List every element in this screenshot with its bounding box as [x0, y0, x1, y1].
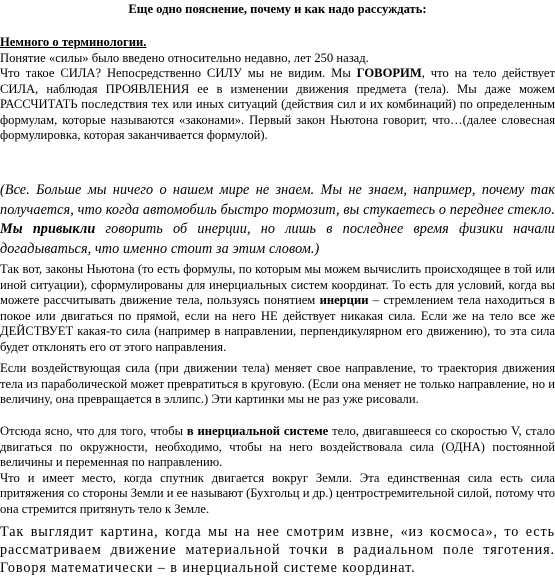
newton-laws-text-end: – стремлением тела находиться в покое или двигаться по прямой, если на него НЕ действует никакая сила. Если же на тело все же ДЕЙСТВУЕТ какая-то сила (например в направлении, перпендикулярном его движению), то эта сила будет отклонять его от этого направления. — [0, 293, 555, 354]
force-definition-emphasis: ГОВОРИМ — [356, 66, 422, 80]
closing-section — [0, 523, 555, 577]
document-title: Еще одно пояснение, почему и как надо рассуждать: — [128, 2, 427, 16]
inertial-system-emphasis: в инерциальной системе — [186, 424, 329, 438]
inertial-system-paragraph — [0, 424, 555, 471]
force-history-line: Понятие «силы» было введено относительно недавно, лет 250 назад. — [0, 50, 369, 65]
inertial-system-section — [0, 424, 555, 517]
force-definition-paragraph — [0, 66, 555, 144]
inertial-system-text-start: Отсюда ясно, что для того, чтобы — [0, 424, 187, 438]
satellite-paragraph: Что и имеет место, когда спутник двигается вокруг Земли. Эта единственная сила есть сила притяжения со стороны Земли и ее называют (Бухгольц и др.) центростремительной силой, потому что она стремится притянуть тело к Земле. — [0, 470, 555, 516]
italic-remark — [0, 181, 555, 259]
closing-paragraph: Так выглядит картина, когда мы на нее смотрим извне, «из космоса», то есть рассматриваем движение материальной точки в радиальном поле тяготения. Говоря математически – в инерциальной системе координат. — [0, 524, 555, 576]
terminology-section — [0, 35, 555, 144]
newton-laws-text-start: Так вот, законы Ньютона (то есть формулы, по которым мы можем вычислить происходящее в той или иной ситуации), сформулированы для инерциальных систем координат. То есть для условий, когда вы можете рассчитывать движение тела, пользуясь понятием — [0, 262, 555, 307]
newton-laws-section — [0, 262, 555, 355]
italic-remark-emphasis: Мы привыкли — [0, 221, 96, 237]
inertial-system-text-end: тело, двигавшееся со скоростью V, стало двигаться по окружности, необходимо, чтобы на него воздействовала сила (ОДНА) постоянной величины и переменная по направлению. — [0, 424, 555, 469]
trajectory-section — [0, 361, 555, 408]
inertia-term: инерции — [319, 293, 369, 307]
terminology-heading: Немного о терминологии. — [0, 35, 147, 49]
force-definition-text-start: Что такое СИЛА? Непосредственно СИЛУ мы не видим. Мы — [0, 66, 357, 80]
italic-remark-text-start: (Все. Больше мы ничего о нашем мире не знаем. Мы не знаем, например, почему так получается, что когда автомобиль быстро тормозит, вы стукаетесь о переднее стекло. — [0, 182, 555, 218]
newton-laws-paragraph — [0, 262, 555, 355]
trajectory-paragraph: Если воздействующая сила (при движении тела) меняет свое направление, то траектория движения тела из параболической может превратиться в круговую. (Если она меняет не только направление, но и величину, она превращается в эллипс.) Эти картинки мы не раз уже рисовали. — [0, 361, 555, 406]
italic-remark-text-end: говорить об инерции, но лишь в последнее время физики начали догадываться, что именно стоит за этим словом.) — [0, 221, 555, 257]
italic-remark-paragraph — [0, 181, 555, 259]
force-definition-text-end: , что на тело действует СИЛА, наблюдая ПРОЯВЛЕНИЯ ее в изменении движения предмета (тела). Мы даже можем РАССЧИТАТЬ последствия тех или иных ситуаций (действия сил и их комбинаций) по определенным формулам, которые называются «законами». Первый закон Ньютона говорит, что…(далее словесная формулировка, которая заканчивается формулой). — [0, 66, 555, 142]
